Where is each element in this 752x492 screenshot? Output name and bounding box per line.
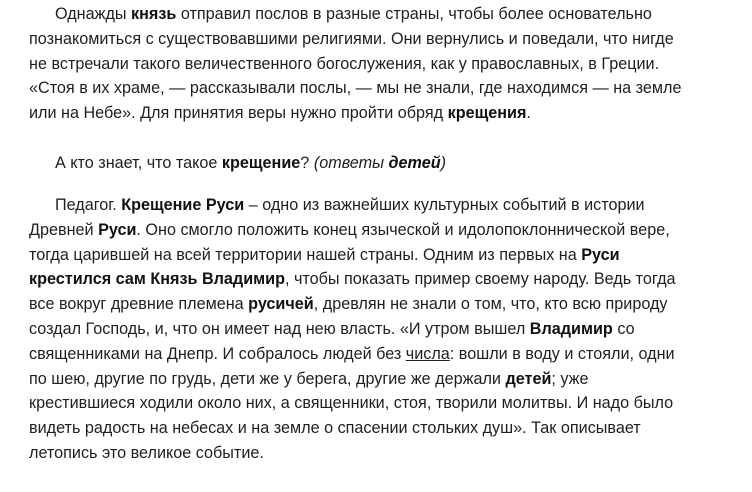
text-run: . xyxy=(526,104,531,123)
text-line xyxy=(29,292,749,317)
text-line xyxy=(29,101,749,126)
text-run: , древлян не знали о том, что, кто всю природу xyxy=(313,295,668,314)
text-line xyxy=(29,52,749,77)
text-run: – одно из важнейших культурных событий в истории xyxy=(244,196,645,214)
emphasized-term: князь xyxy=(131,5,177,23)
text-run: создал Господь, и, что он имеет над нею власть. «И утром вышел xyxy=(29,319,530,338)
text-line xyxy=(29,27,749,52)
text-line xyxy=(29,342,749,367)
text-line xyxy=(29,193,749,218)
italic-note: (ответы xyxy=(313,154,389,172)
emphasized-term: Крещение Руси xyxy=(121,196,245,214)
paragraph-question xyxy=(29,151,749,176)
text-run: А кто знает, что такое xyxy=(55,154,222,172)
text-line xyxy=(29,76,749,101)
text-run: ? xyxy=(300,154,314,172)
emphasized-term: Владимир xyxy=(529,319,613,338)
text-run: все вокруг древние племена xyxy=(29,295,249,314)
emphasized-term: Руси xyxy=(581,245,620,264)
text-run: крестившиеся ходили около них, а священники, стоя, творили молитвы. И надо было xyxy=(29,394,674,413)
paragraph-baptism-of-rus xyxy=(29,193,749,466)
text-run: со xyxy=(612,319,635,338)
text-run: или на Небе». Для принятия веры нужно пройти обряд xyxy=(29,104,448,123)
text-run: священниками на Днепр. И собралось людей без xyxy=(29,344,406,363)
text-run: видеть радость на небесах и на земле о спасении стольких душ». Так описывает xyxy=(29,419,641,438)
text-run: летопись это великое событие. xyxy=(29,443,264,462)
text-run: Педагог. xyxy=(55,196,122,214)
text-run: тогда царившей на всей территории нашей страны. Одним из первых на xyxy=(29,245,582,264)
text-line xyxy=(29,267,749,292)
text-line xyxy=(29,391,749,416)
emphasized-term: Руси xyxy=(98,220,137,239)
text-line xyxy=(29,2,749,27)
text-line xyxy=(29,218,749,243)
text-line xyxy=(29,151,749,176)
text-run: ; уже xyxy=(551,369,589,388)
text-run: , чтобы показать пример своему народу. Ведь тогда xyxy=(284,270,676,289)
italic-note: ) xyxy=(440,154,446,172)
underlined-term: числа xyxy=(405,344,450,363)
text-line xyxy=(29,367,749,392)
text-run: Древней xyxy=(29,220,99,239)
text-run: «Стоя в их храме, — рассказывали послы, — мы не знали, где находимся — на земле xyxy=(29,79,682,98)
text-run: отправил послов в разные страны, чтобы более основательно xyxy=(176,5,652,23)
text-line xyxy=(29,416,749,441)
text-line xyxy=(29,441,749,466)
emphasized-term: крестился сам Князь Владимир xyxy=(29,270,285,289)
emphasized-term: крещения xyxy=(447,104,527,123)
emphasized-term: детей xyxy=(505,369,552,388)
text-run: не встречали такого величественного богослужения, как у православных, в Греции. xyxy=(29,54,660,73)
text-run: : вошли в воду и стояли, одни xyxy=(449,344,675,363)
text-run: по шею, другие по грудь, дети же у берега, другие же держали xyxy=(29,369,506,388)
emphasized-term: детей xyxy=(388,154,441,172)
emphasized-term: крещение xyxy=(221,154,301,172)
text-run: познакомиться с существовавшими религиями. Они вернулись и поведали, что нигде xyxy=(29,29,674,48)
paragraph-envoys xyxy=(29,2,749,126)
text-run: Однажды xyxy=(55,5,132,23)
text-line xyxy=(29,243,749,268)
text-line xyxy=(29,317,749,342)
emphasized-term: русичей xyxy=(248,295,314,314)
text-run: . Оно смогло положить конец языческой и идолопоклоннической вере, xyxy=(136,220,670,239)
